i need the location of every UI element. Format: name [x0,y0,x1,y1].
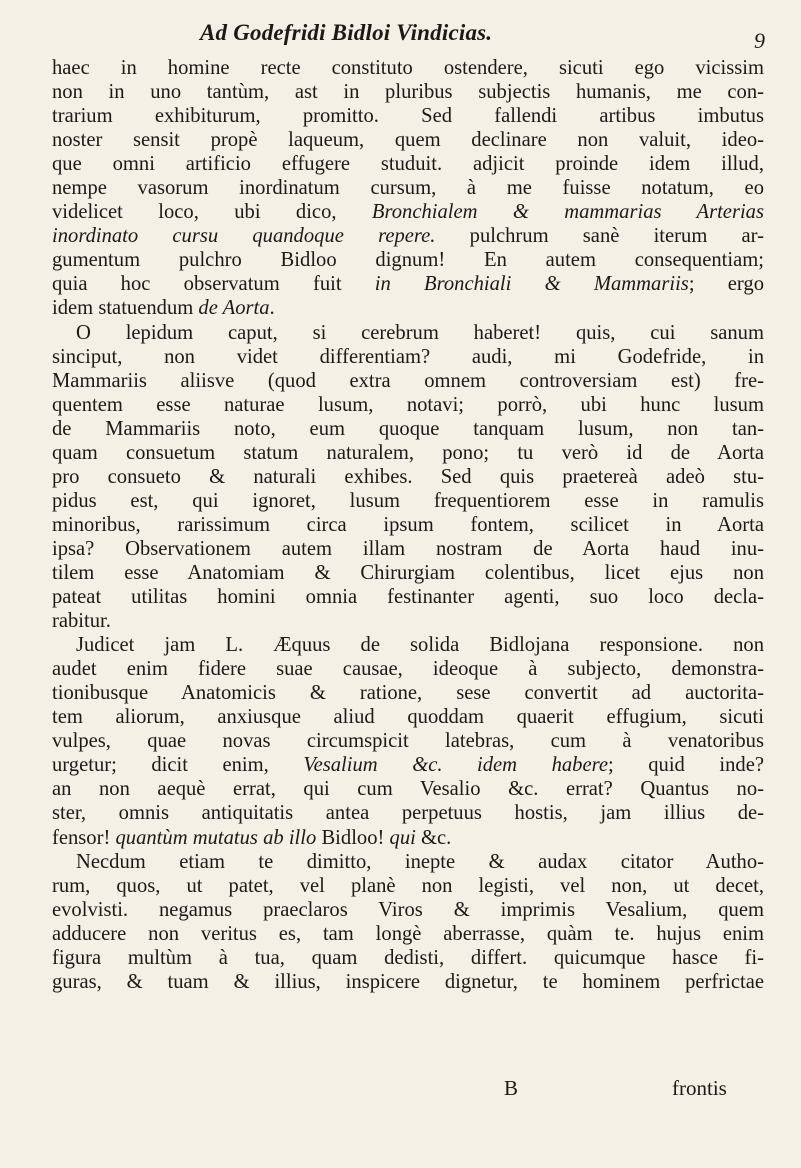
text-run: Judicet jam L. Æquus de solida Bidlojana responsione. non [76,634,764,657]
text-run: ; quid inde? [608,754,764,777]
text-run: &c. [415,826,452,849]
text-line [52,633,764,657]
text-run: gumentum pulchro Bidloo dignum! En autem consequentiam; [52,249,764,272]
italic-run: de Aorta [198,297,270,320]
text-line [52,609,764,633]
text-run: Necdum etiam te dimitto, inepte & audax citator Autho- [76,850,764,873]
text-run: ; ergo [688,273,764,296]
page-header [0,16,801,56]
text-run: urgetur; dicit enim, [52,754,304,777]
text-line [52,801,764,825]
text-line [52,922,764,946]
text-line [52,585,764,609]
text-line [52,513,764,537]
italic-run: Vesalium &c. idem habere [303,754,608,777]
text-line [52,393,764,417]
text-line [52,489,764,513]
text-line [52,753,764,777]
text-run: pateat utilitas homini omnia festinanter agenti, suo loco decla- [52,586,764,609]
text-run: ster, omnis antiquitatis antea perpetuus hostis, jam illius de- [52,802,764,825]
text-line [52,224,764,248]
italic-run: Bronchialem & mammarias Arterias [371,201,764,224]
text-line [52,128,764,152]
text-line [52,104,764,128]
body-text [52,56,764,994]
italic-run: quantùm mutatus ab illo [115,826,317,849]
text-line [52,537,764,561]
text-line [52,970,764,994]
text-line [52,657,764,681]
text-run: an non aequè errat, qui cum Vesalio &c. errat? Quantus no- [52,778,764,801]
text-run: . [269,297,275,320]
text-line [52,465,764,489]
text-run: pro consueto & naturali exhibes. Sed quis praetereà adeò stu- [52,465,764,488]
italic-run: in Bronchiali & Mammariis [374,273,689,296]
text-run: pidus est, qui ignoret, lusum frequentiorem esse in ramulis [52,489,764,512]
text-run: tilem esse Anatomiam & Chirurgiam colentibus, licet ejus non [52,561,764,584]
text-line [52,705,764,729]
text-line [52,561,764,585]
text-line [52,152,764,176]
text-line [52,321,764,345]
text-run: pulchrum sanè iterum ar- [435,225,764,248]
text-run: tem aliorum, anxiusque aliud quoddam quaerit effugium, sicuti [52,706,764,729]
text-run: haec in homine recte constituto ostendere, sicuti ego vicissim [52,57,764,79]
italic-run: qui [389,826,416,849]
page-number: 9 [754,28,765,53]
text-run: adducere non veritus es, tam longè aberrasse, quàm te. hujus enim [52,922,764,945]
italic-run: inordinato cursu quandoque repere. [52,225,436,248]
text-run: tionibusque Anatomicis & ratione, sese convertit ad auctorita- [52,682,764,705]
text-line [52,729,764,753]
text-line [52,296,764,320]
text-run: guras, & tuam & illius, inspicere dignetur, te hominem perfrictae [52,970,764,993]
text-run: quia hoc observatum fuit [52,273,375,296]
text-line [52,826,764,850]
text-line [52,777,764,801]
text-run: O lepidum caput, si cerebrum haberet! quis, cui sanum [76,321,764,344]
text-run: sinciput, non videt differentiam? audi, mi Godefride, in [52,345,764,368]
text-run: que omni artificio effugere studuit. adjicit proinde idem illud, [52,153,764,176]
text-line [52,441,764,465]
text-line [52,417,764,441]
text-run: fensor! [52,826,116,849]
text-run: rabitur. [52,610,111,633]
page-footer [0,1076,801,1106]
catchword: frontis [672,1076,727,1100]
text-run: ipsa? Observationem autem illam nostram de Aorta haud inu- [52,537,764,560]
text-line [52,272,764,296]
text-run: vulpes, quae novas circumspicit latebras, cum à venatoribus [52,730,764,753]
text-run: quam consuetum statum naturalem, pono; tu verò id de Aorta [52,441,764,464]
text-run: Bidloo! [316,826,390,849]
text-line [52,80,764,104]
text-line [52,946,764,970]
text-line [52,176,764,200]
text-run: rum, quos, ut patet, vel planè non legisti, vel non, ut decet, [52,874,764,897]
text-line [52,369,764,393]
text-run: nempe vasorum inordinatum cursum, à me fuisse notatum, eo [52,177,764,200]
text-run: noster sensit propè laqueum, quem declinare non valuit, ideo- [52,129,764,152]
text-run: non in uno tantùm, ast in pluribus subjectis humanis, me con- [52,81,764,104]
text-line [52,200,764,224]
text-run: videlicet loco, ubi dico, [52,201,372,224]
text-run: evolvisti. negamus praeclaros Viros & imprimis Vesalium, quem [52,898,764,921]
text-run: idem statuendum [52,297,199,320]
text-run: trarium exhibiturum, promitto. Sed fallendi artibus imbutus [52,105,764,128]
text-line [52,345,764,369]
signature-mark: B [504,1076,519,1100]
text-line [52,56,764,80]
text-line [52,874,764,898]
text-run: figura multùm à tua, quam dedisti, differt. quicumque hasce fi- [52,946,764,969]
text-line [52,681,764,705]
text-run: audet enim fidere suae causae, ideoque à subjecto, demonstra- [52,658,764,681]
text-line [52,898,764,922]
text-run: minoribus, rarissimum circa ipsum fontem, scilicet in Aorta [52,513,764,536]
text-line [52,850,764,874]
running-head: Ad Godefridi Bidloi Vindicias. [200,20,493,45]
text-run: de Mammariis noto, eum quoque tanquam lusum, non tan- [52,417,764,440]
text-run: Mammariis aliisve (quod extra omnem controversiam est) fre- [52,369,764,392]
text-run: quentem esse naturae lusum, notavi; porrò, ubi hunc lusum [52,393,764,416]
text-line [52,248,764,272]
